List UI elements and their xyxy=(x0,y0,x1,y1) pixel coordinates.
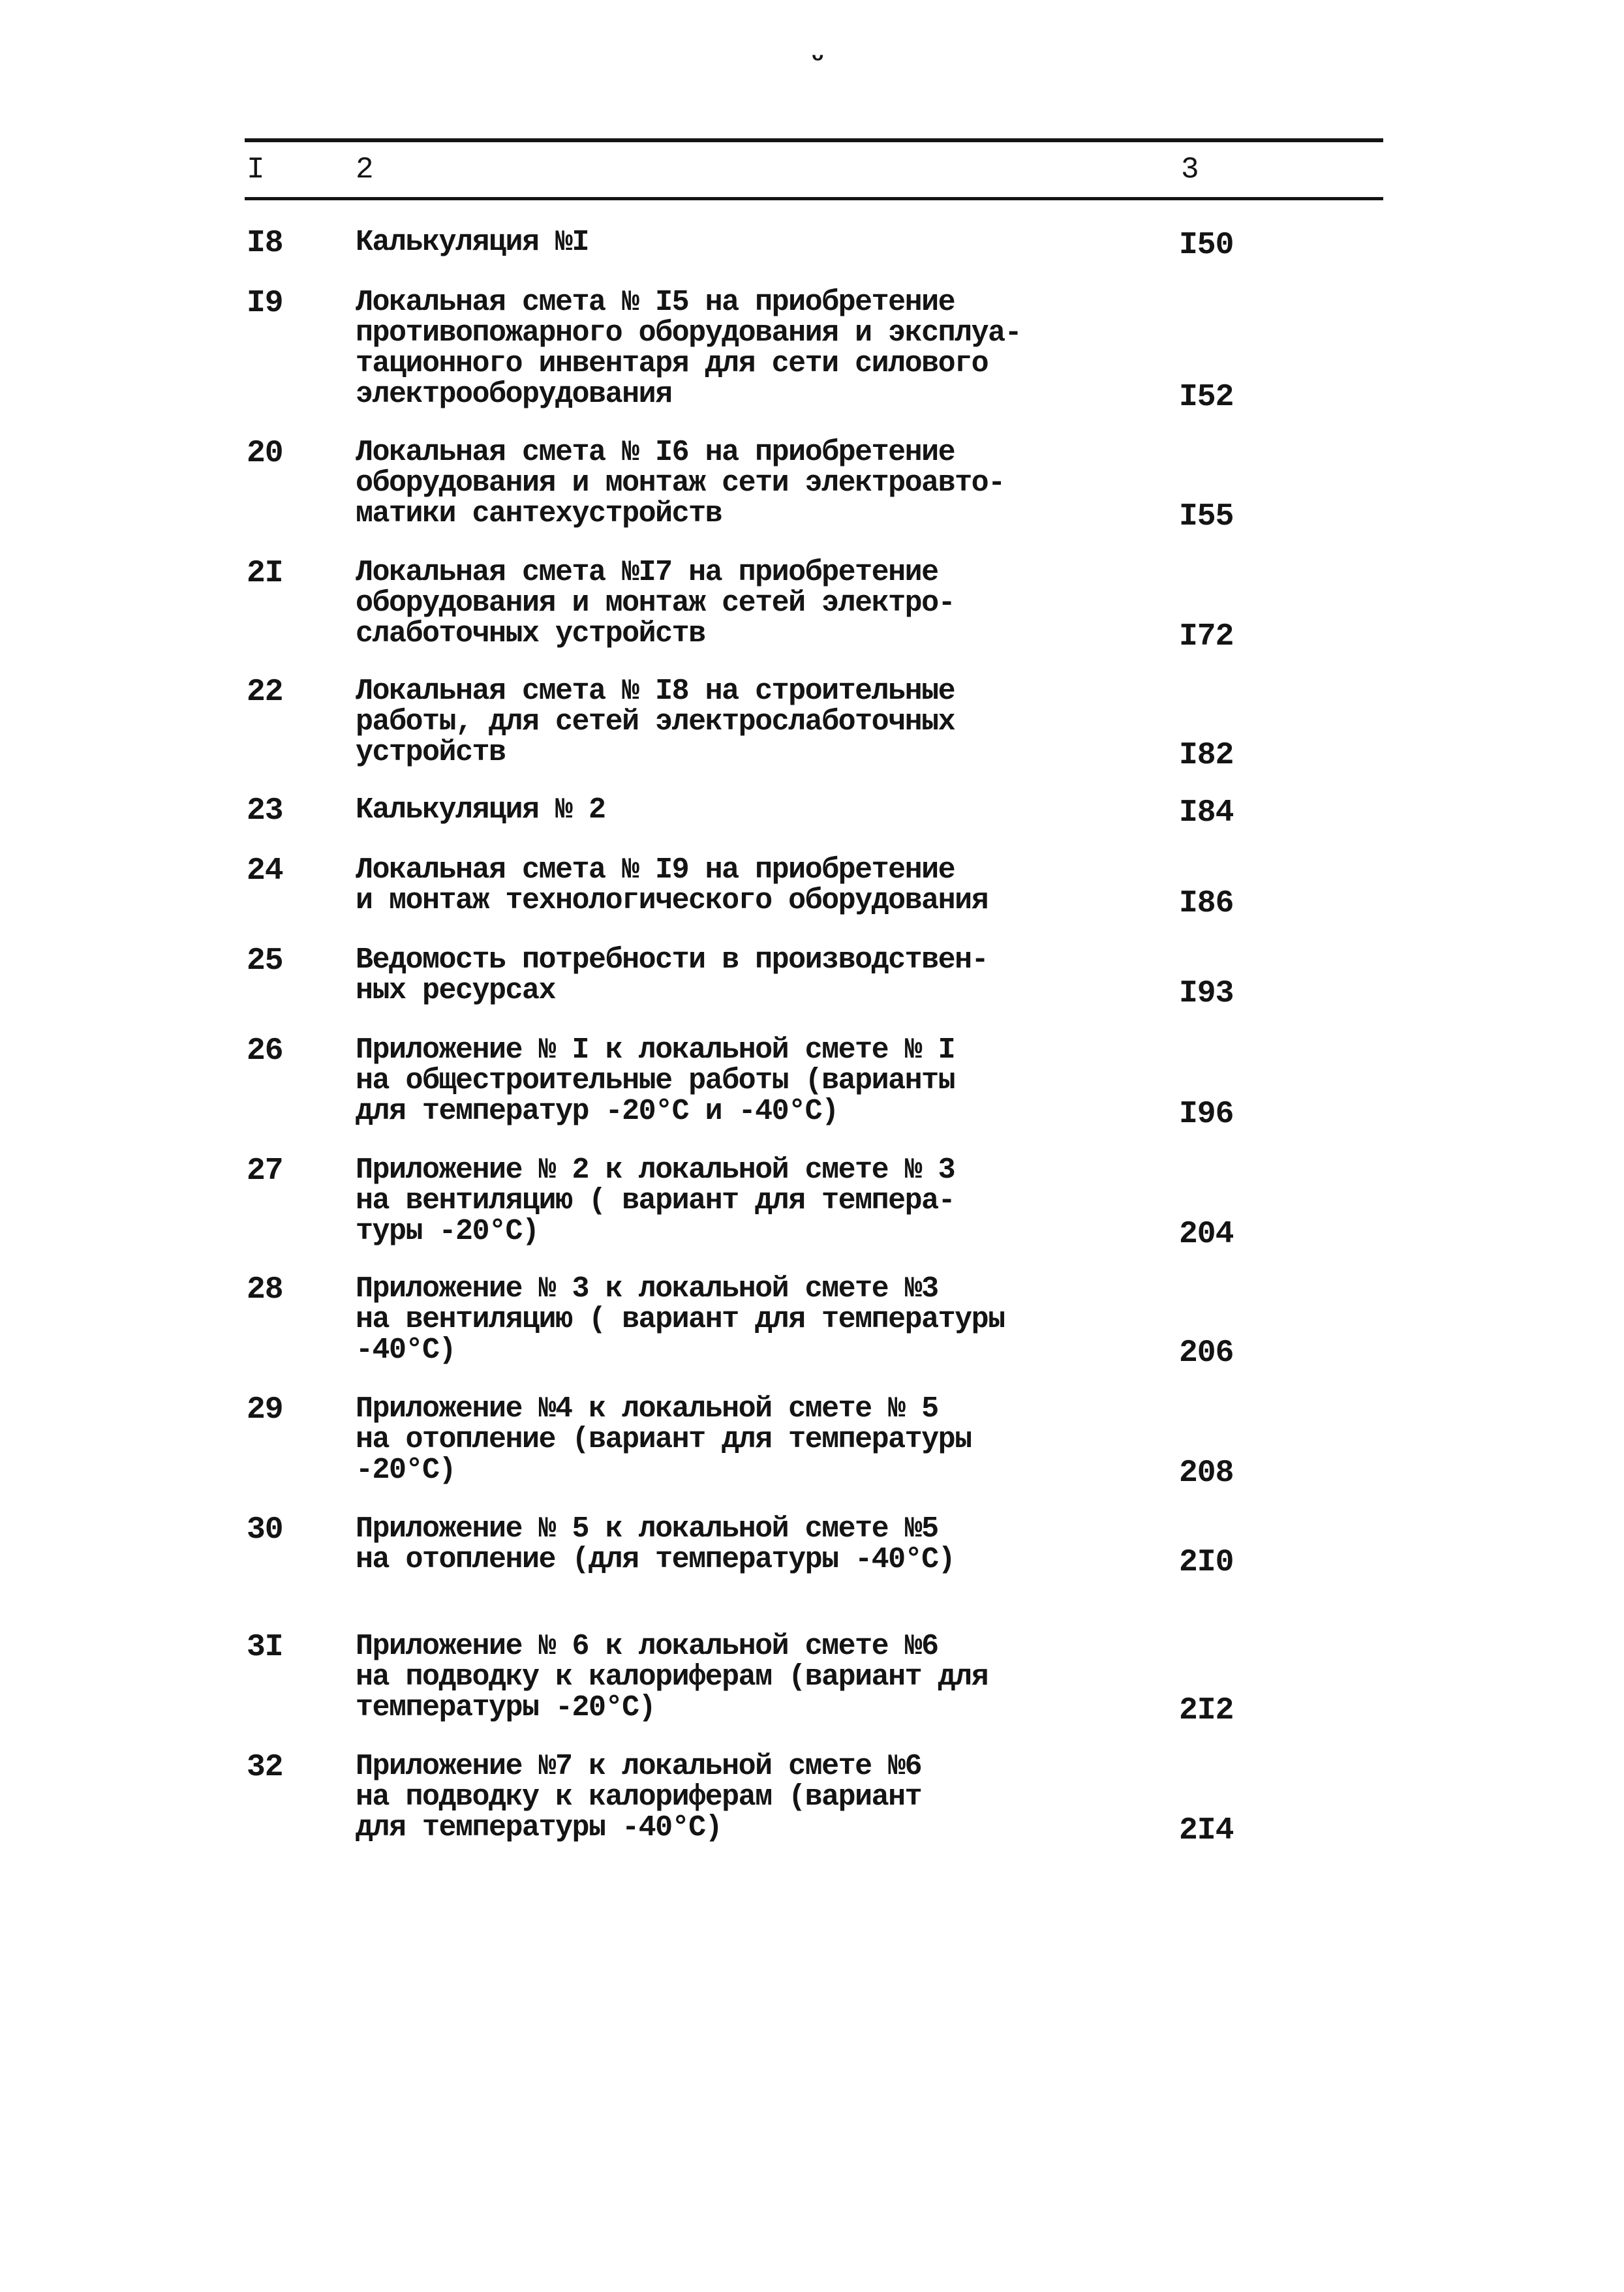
row-description xyxy=(356,1155,1139,1247)
table-row xyxy=(0,227,1624,262)
header-col-2: 2 xyxy=(356,153,374,187)
description-line: оборудования и монтаж сети электроавто- xyxy=(356,466,1005,500)
description-line: Локальная смета № I5 на приобретение xyxy=(356,286,955,319)
row-page-number: I55 xyxy=(1179,499,1234,534)
description-line: Локальная смета № I8 на строительные xyxy=(356,675,955,708)
row-page-number: I82 xyxy=(1179,738,1234,773)
description-line: Калькуляция № 2 xyxy=(356,793,605,827)
row-description xyxy=(356,945,1139,1006)
table-row xyxy=(0,1751,1624,1847)
row-description xyxy=(356,1035,1139,1127)
row-page-number: I86 xyxy=(1179,886,1234,921)
description-line: -20°С) xyxy=(356,1454,456,1487)
row-description xyxy=(356,795,1139,825)
description-line: Приложение № 3 к локальной смете №3 xyxy=(356,1272,938,1306)
row-number: 24 xyxy=(247,853,283,889)
description-line: на отопление (для температуры -40°С) xyxy=(356,1543,955,1576)
row-page-number: 2I0 xyxy=(1179,1545,1234,1580)
row-description xyxy=(356,1274,1139,1366)
row-description xyxy=(356,1514,1139,1575)
row-description xyxy=(356,1631,1139,1723)
row-number: 3I xyxy=(247,1630,283,1665)
top-mark: ᵕ xyxy=(809,44,827,76)
table-row xyxy=(0,1035,1624,1131)
table-row xyxy=(0,1155,1624,1251)
description-line: на вентиляцию ( вариант для температуры xyxy=(356,1303,1005,1336)
row-number: I8 xyxy=(247,226,283,261)
row-page-number: 2I2 xyxy=(1179,1693,1234,1728)
table-row xyxy=(0,945,1624,1010)
header-col-1: I xyxy=(247,153,265,187)
table-row xyxy=(0,795,1624,829)
row-page-number: 2I4 xyxy=(1179,1813,1234,1848)
description-line: на подводку к калориферам (вариант для xyxy=(356,1660,988,1694)
description-line: -40°С) xyxy=(356,1334,456,1367)
row-description xyxy=(356,855,1139,916)
row-number: 22 xyxy=(247,675,283,710)
description-line: и монтаж технологического оборудования xyxy=(356,884,988,917)
description-line: Приложение № 5 к локальной смете №5 xyxy=(356,1512,938,1546)
header-col-3: 3 xyxy=(1181,153,1199,187)
row-description xyxy=(356,676,1139,768)
row-description xyxy=(356,1751,1139,1843)
description-line: слаботочных устройств xyxy=(356,617,705,650)
row-description xyxy=(356,437,1139,529)
description-line: туры -20°С) xyxy=(356,1215,539,1248)
description-line: на подводку к калориферам (вариант xyxy=(356,1780,922,1814)
row-number: I9 xyxy=(247,286,283,321)
description-line: матики сантехустройств xyxy=(356,497,722,530)
description-line: Локальная смета № I9 на приобретение xyxy=(356,853,955,887)
row-description xyxy=(356,287,1139,410)
row-number: 29 xyxy=(247,1392,283,1428)
description-line: Локальная смета №I7 на приобретение xyxy=(356,556,938,589)
description-line: Приложение №7 к локальной смете №6 xyxy=(356,1750,922,1783)
description-line: противопожарного оборудования и эксплуа- xyxy=(356,316,1022,350)
description-line: Приложение № 2 к локальной смете № 3 xyxy=(356,1154,955,1187)
description-line: для температур -20°С и -40°С) xyxy=(356,1095,838,1128)
row-page-number: I93 xyxy=(1179,976,1234,1011)
row-number: 2I xyxy=(247,556,283,591)
description-line: для температуры -40°С) xyxy=(356,1811,722,1844)
description-line: на вентиляцию ( вариант для темпера- xyxy=(356,1184,955,1217)
row-page-number: I96 xyxy=(1179,1097,1234,1132)
description-line: Локальная смета № I6 на приобретение xyxy=(356,436,955,469)
description-line: Калькуляция №I xyxy=(356,226,589,259)
description-line: Приложение № I к локальной смете № I xyxy=(356,1033,955,1067)
row-page-number: I84 xyxy=(1179,795,1234,831)
description-line: Приложение №4 к локальной смете № 5 xyxy=(356,1392,938,1426)
description-line: устройств xyxy=(356,736,506,769)
row-number: 32 xyxy=(247,1750,283,1785)
table-row xyxy=(0,1631,1624,1727)
table-row xyxy=(0,557,1624,653)
description-line: температуры -20°С) xyxy=(356,1691,656,1724)
row-number: 23 xyxy=(247,793,283,829)
description-line: на отопление (вариант для температуры xyxy=(356,1423,972,1456)
row-page-number: 206 xyxy=(1179,1336,1234,1371)
row-page-number: I50 xyxy=(1179,228,1234,263)
table-row xyxy=(0,676,1624,772)
description-line: электрооборудования xyxy=(356,378,672,411)
row-description xyxy=(356,227,1139,258)
row-description xyxy=(356,1394,1139,1486)
row-number: 20 xyxy=(247,436,283,471)
table-row xyxy=(0,1394,1624,1490)
description-line: тационного инвентаря для сети силового xyxy=(356,347,988,380)
row-number: 28 xyxy=(247,1272,283,1307)
row-number: 30 xyxy=(247,1512,283,1548)
row-number: 27 xyxy=(247,1154,283,1189)
row-page-number: I52 xyxy=(1179,380,1234,415)
row-description xyxy=(356,557,1139,649)
description-line: Приложение № 6 к локальной смете №6 xyxy=(356,1630,938,1663)
row-page-number: 204 xyxy=(1179,1217,1234,1252)
table-row xyxy=(0,855,1624,920)
row-number: 26 xyxy=(247,1033,283,1069)
description-line: Ведомость потребности в производствен- xyxy=(356,943,988,977)
row-page-number: 208 xyxy=(1179,1456,1234,1491)
table-row xyxy=(0,287,1624,414)
table-row xyxy=(0,1514,1624,1579)
description-line: оборудования и монтаж сетей электро- xyxy=(356,587,955,620)
table-row xyxy=(0,437,1624,533)
description-line: работы, для сетей электрослаботочных xyxy=(356,705,955,739)
description-line: ных ресурсах xyxy=(356,974,556,1007)
table-row xyxy=(0,1274,1624,1369)
description-line: на общестроительные работы (варианты xyxy=(356,1064,955,1097)
row-page-number: I72 xyxy=(1179,619,1234,654)
row-number: 25 xyxy=(247,943,283,979)
